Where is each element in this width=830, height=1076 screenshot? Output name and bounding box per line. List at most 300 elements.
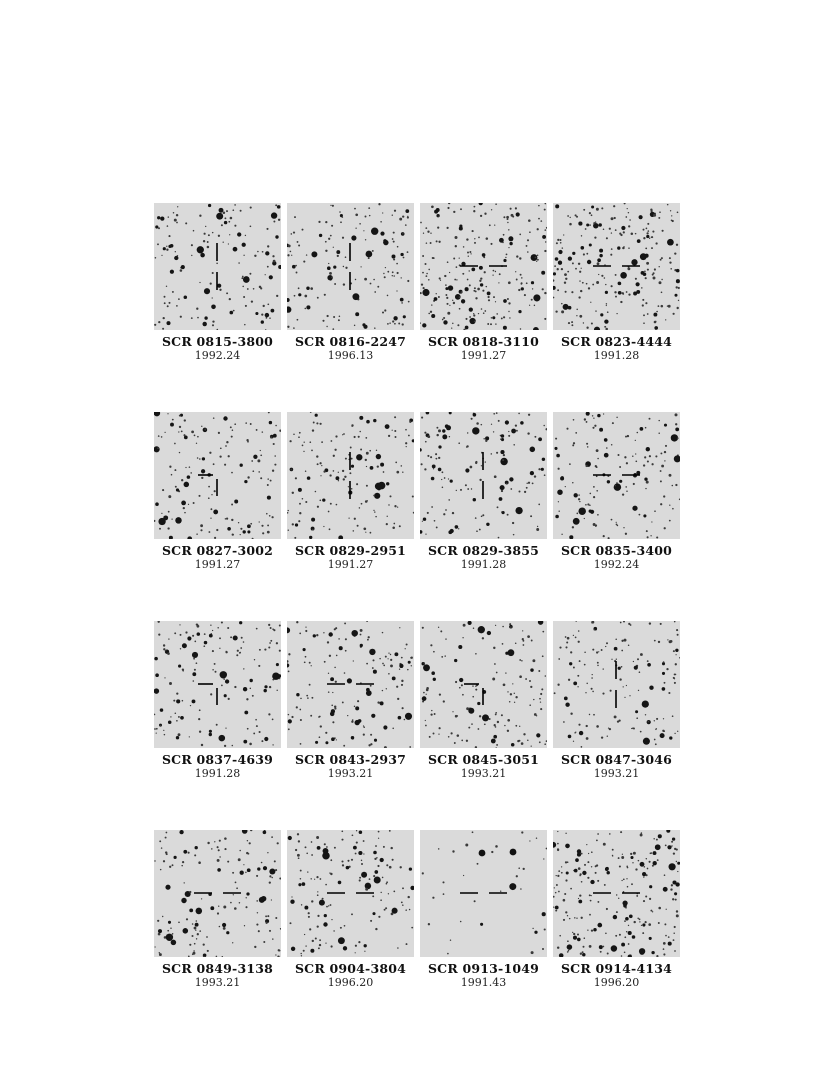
star <box>348 486 349 487</box>
star <box>311 251 317 257</box>
star <box>311 518 315 522</box>
star <box>635 868 637 870</box>
star <box>645 247 647 249</box>
star <box>259 649 261 651</box>
star <box>248 853 250 855</box>
star <box>345 638 347 640</box>
star <box>668 936 670 938</box>
star <box>175 486 177 488</box>
star <box>155 257 157 259</box>
star <box>529 680 531 682</box>
star <box>264 685 267 688</box>
star <box>361 503 363 505</box>
star <box>355 213 358 216</box>
star <box>607 953 609 955</box>
star <box>258 665 260 667</box>
star <box>288 510 289 511</box>
star <box>623 246 625 248</box>
star <box>180 316 182 318</box>
star <box>584 418 586 420</box>
star <box>297 319 299 321</box>
star <box>402 707 404 709</box>
star <box>390 664 393 667</box>
star <box>474 238 475 239</box>
star <box>250 225 252 227</box>
star <box>207 950 209 952</box>
star <box>473 314 475 316</box>
star <box>389 322 391 324</box>
star <box>586 844 587 845</box>
finder-chart <box>287 621 414 806</box>
star <box>384 746 387 748</box>
star <box>192 652 198 658</box>
star <box>601 649 603 651</box>
star <box>268 646 270 648</box>
star <box>514 702 515 703</box>
object-name: SCR 0818-3110 <box>427 334 540 349</box>
star <box>243 296 245 298</box>
star <box>628 225 630 227</box>
star <box>211 848 213 850</box>
star <box>593 629 594 630</box>
star <box>581 268 582 269</box>
star <box>662 230 664 232</box>
star <box>262 431 263 432</box>
star <box>641 271 645 275</box>
star <box>649 418 651 420</box>
star <box>432 465 436 469</box>
star <box>400 866 402 868</box>
star <box>296 621 298 623</box>
star <box>339 646 343 650</box>
star <box>557 831 558 832</box>
star <box>392 859 394 861</box>
star <box>435 453 437 455</box>
star <box>230 217 233 220</box>
star <box>480 277 482 279</box>
star <box>647 536 649 538</box>
star <box>626 491 627 492</box>
star <box>319 716 321 718</box>
star <box>583 253 585 255</box>
star <box>392 214 393 215</box>
star <box>529 704 531 706</box>
star <box>492 678 495 681</box>
finder-chart <box>154 412 281 597</box>
star <box>211 633 212 634</box>
star <box>579 660 581 662</box>
star <box>508 247 509 248</box>
star <box>607 480 610 483</box>
star <box>640 653 643 656</box>
star <box>238 262 240 264</box>
star <box>421 283 423 285</box>
star <box>474 900 476 902</box>
star <box>601 736 603 738</box>
star <box>204 429 206 431</box>
star <box>399 525 401 527</box>
star <box>474 206 476 208</box>
star <box>387 658 388 659</box>
star <box>308 912 310 914</box>
star <box>452 850 454 852</box>
star <box>596 725 599 728</box>
star <box>661 465 664 468</box>
star <box>357 525 359 527</box>
star <box>155 502 159 506</box>
star <box>586 327 588 329</box>
star-field-image <box>287 203 414 330</box>
star <box>532 288 533 289</box>
star <box>267 303 269 305</box>
star <box>267 245 269 247</box>
star <box>459 296 461 298</box>
star <box>375 928 377 930</box>
star <box>490 243 492 245</box>
star <box>453 211 455 213</box>
star <box>380 858 384 862</box>
star <box>373 670 377 674</box>
star <box>666 668 668 670</box>
star <box>498 282 499 283</box>
star <box>501 317 503 319</box>
star <box>207 246 210 249</box>
star <box>595 465 597 467</box>
star <box>591 851 593 853</box>
star <box>162 489 164 491</box>
star <box>457 324 459 326</box>
star <box>498 420 500 422</box>
star <box>663 948 665 950</box>
star <box>446 425 451 430</box>
star <box>196 624 198 626</box>
finder-chart <box>553 412 680 597</box>
star <box>537 259 539 261</box>
star <box>243 255 244 256</box>
epoch: 1992.24 <box>194 349 241 362</box>
star <box>234 500 238 504</box>
star <box>351 721 353 723</box>
star <box>328 511 330 513</box>
star <box>225 445 227 447</box>
star <box>667 204 669 206</box>
star <box>388 673 390 675</box>
star <box>373 875 375 877</box>
star <box>516 875 518 877</box>
star <box>330 859 332 861</box>
star <box>619 934 621 936</box>
star <box>553 279 554 281</box>
star <box>220 447 222 449</box>
star-field <box>154 621 281 748</box>
star <box>279 650 281 652</box>
star <box>296 272 298 274</box>
star <box>201 477 203 479</box>
star <box>360 634 362 636</box>
star <box>469 251 471 253</box>
star <box>556 242 558 244</box>
star <box>292 265 296 269</box>
star <box>433 651 435 653</box>
star <box>563 721 565 723</box>
star <box>515 207 517 209</box>
star <box>669 520 671 522</box>
star <box>263 941 265 943</box>
star <box>400 253 403 256</box>
star <box>608 537 610 539</box>
star <box>322 498 325 501</box>
star <box>154 446 160 452</box>
star <box>155 673 159 677</box>
star <box>467 432 468 433</box>
star <box>561 872 563 874</box>
star <box>330 904 332 906</box>
star <box>593 928 596 931</box>
star <box>571 291 573 293</box>
star <box>305 626 306 627</box>
star <box>649 937 652 940</box>
star <box>191 935 193 937</box>
star <box>364 278 367 281</box>
star <box>546 227 547 229</box>
star <box>317 894 319 896</box>
star <box>667 845 671 849</box>
star <box>254 255 256 257</box>
star <box>294 537 296 539</box>
star <box>168 495 171 498</box>
star <box>263 830 267 834</box>
star <box>247 288 249 290</box>
star <box>325 250 327 252</box>
star <box>370 532 372 534</box>
epoch: 1991.28 <box>194 767 241 780</box>
star <box>486 286 487 287</box>
star <box>365 216 367 218</box>
star <box>620 234 622 236</box>
star <box>426 689 429 692</box>
star <box>402 887 404 889</box>
star <box>579 875 580 876</box>
star <box>422 323 426 327</box>
star <box>673 939 675 941</box>
star <box>374 291 376 293</box>
star <box>676 861 677 862</box>
star <box>343 283 345 285</box>
star <box>558 510 559 511</box>
star <box>187 636 191 640</box>
star <box>392 238 394 240</box>
star <box>626 685 627 686</box>
star <box>154 946 155 947</box>
star <box>465 468 469 472</box>
star <box>261 740 263 742</box>
star <box>216 213 223 220</box>
star <box>387 271 389 273</box>
star <box>495 323 496 324</box>
star <box>660 259 662 261</box>
star <box>591 214 593 216</box>
star <box>345 256 347 258</box>
star <box>198 718 200 720</box>
star <box>479 280 481 282</box>
star <box>527 635 530 638</box>
star <box>271 516 273 518</box>
star <box>433 257 435 259</box>
star <box>576 315 577 316</box>
star <box>531 951 534 954</box>
star <box>263 689 266 692</box>
star <box>273 221 275 223</box>
star <box>529 840 530 841</box>
star <box>160 869 161 870</box>
star <box>218 432 220 434</box>
star <box>441 656 443 658</box>
star <box>521 660 523 662</box>
star <box>611 232 612 233</box>
star <box>462 637 463 638</box>
star <box>573 442 575 444</box>
star <box>669 863 676 870</box>
star <box>170 423 174 427</box>
star <box>447 227 449 229</box>
star <box>557 843 559 845</box>
star <box>527 432 529 434</box>
star <box>193 230 195 232</box>
star <box>166 934 173 941</box>
star <box>565 861 567 863</box>
star <box>173 700 175 702</box>
star <box>563 899 566 902</box>
star <box>377 701 379 703</box>
star <box>192 923 194 925</box>
star <box>372 912 375 915</box>
star <box>240 871 244 875</box>
star <box>194 927 197 930</box>
star <box>210 508 212 510</box>
star <box>558 468 560 470</box>
star <box>589 224 591 226</box>
star <box>439 727 441 729</box>
star <box>523 644 525 646</box>
star <box>679 498 680 500</box>
star <box>463 624 466 627</box>
star <box>368 636 370 638</box>
star <box>214 841 215 842</box>
star <box>624 639 627 642</box>
star <box>663 953 665 955</box>
star <box>420 222 422 224</box>
star <box>558 261 562 265</box>
star <box>452 711 453 712</box>
star <box>374 870 378 874</box>
star <box>195 930 196 931</box>
star <box>158 929 162 933</box>
star <box>656 839 658 841</box>
star <box>250 523 252 525</box>
star <box>365 888 368 891</box>
star <box>231 472 233 474</box>
star <box>671 845 672 846</box>
star <box>503 259 506 262</box>
star <box>455 236 458 239</box>
star <box>460 489 462 491</box>
star <box>461 291 463 293</box>
star <box>509 883 516 890</box>
star <box>619 480 622 483</box>
star <box>290 922 292 924</box>
star <box>481 424 483 426</box>
star <box>556 884 558 886</box>
star <box>668 305 671 308</box>
star <box>480 283 483 286</box>
star <box>630 856 633 859</box>
star <box>423 662 425 664</box>
star <box>538 468 540 470</box>
star <box>590 302 591 303</box>
star <box>653 838 655 840</box>
star <box>511 743 515 747</box>
star <box>422 521 423 522</box>
star <box>363 325 367 329</box>
star <box>260 477 262 479</box>
star <box>677 634 679 636</box>
star <box>330 712 335 717</box>
star-field <box>553 203 680 330</box>
star <box>646 530 648 532</box>
star <box>223 678 225 680</box>
star <box>171 474 173 476</box>
star <box>231 436 233 438</box>
star <box>616 659 617 660</box>
star <box>244 711 248 715</box>
star <box>587 446 589 448</box>
star <box>438 296 440 298</box>
star <box>355 952 356 953</box>
star <box>578 900 582 904</box>
star <box>316 634 318 636</box>
star <box>363 725 364 726</box>
star <box>274 455 276 457</box>
star <box>382 311 384 313</box>
star <box>372 667 374 669</box>
star <box>259 731 261 733</box>
star <box>308 916 310 918</box>
star <box>378 203 380 205</box>
star <box>396 686 398 688</box>
star <box>295 849 297 851</box>
star <box>349 472 351 474</box>
star <box>469 316 471 318</box>
star <box>175 713 177 715</box>
star <box>555 204 559 208</box>
star <box>368 207 370 209</box>
star <box>351 488 353 490</box>
star <box>591 929 593 931</box>
star <box>594 327 600 330</box>
star <box>585 692 586 693</box>
star <box>366 690 372 696</box>
star <box>387 516 388 517</box>
star <box>369 450 371 452</box>
star <box>205 226 206 227</box>
star <box>422 289 429 296</box>
star <box>658 907 661 910</box>
star <box>176 222 178 224</box>
star <box>573 518 580 525</box>
star <box>528 482 530 484</box>
star <box>298 883 301 886</box>
star <box>269 317 271 319</box>
